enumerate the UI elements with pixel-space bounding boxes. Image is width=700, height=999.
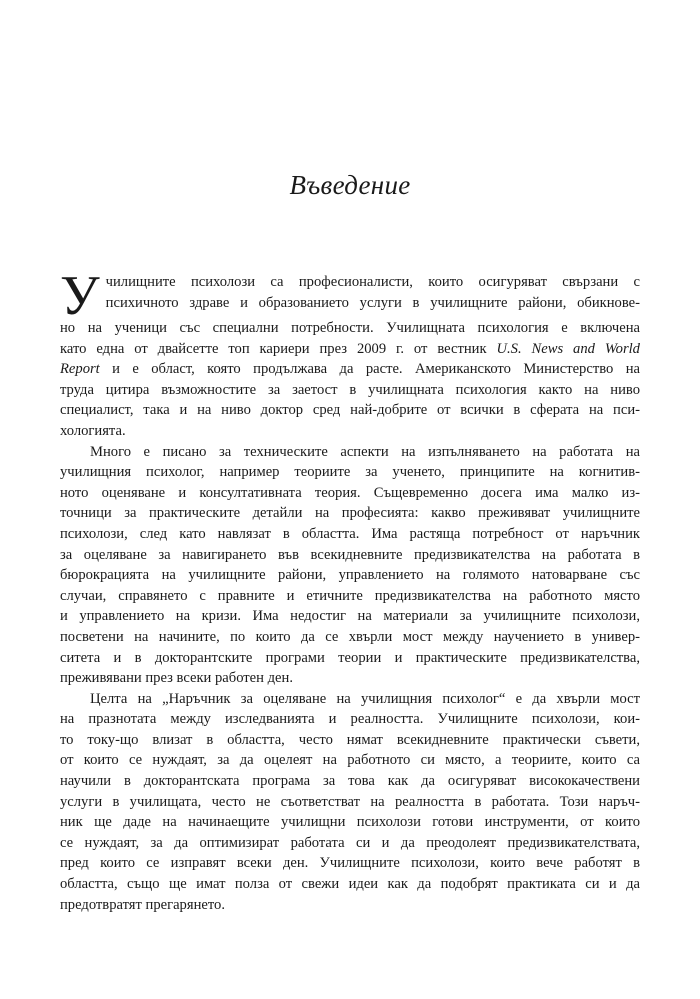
text-line: предотвратят прегарянето. [60,896,225,913]
body-text [60,265,640,915]
text-line: психолози, след като навлязат в областта. Има растяща потребност от наръчник [60,525,640,542]
text-line: областта, също ще имат полза от свежи идеи как да подобрят практиката си и да [60,876,640,893]
text-line: пред които се изправят всеки ден. Училищните психолози, които вече работят в [60,855,640,872]
publication-title: U.S. News and World [496,340,640,357]
text-line: но на ученици със специални потребности. Училищната психология е включена [60,320,640,336]
text-line: случаи, справянето с правните и етичните предизвикателства на работното място [60,587,640,604]
text-segment: като една от двайсетте топ кариери през 2009 г. от вестник [60,340,497,357]
text-line: от които се нуждаят, за да оцелеят на работното си място, а теориите, които са [60,752,640,769]
text-line: специалист, така и на ниво доктор сред най-добрите от всички в сферата на пси- [60,402,640,419]
paragraph-3 [60,689,640,916]
text-line: психичното здраве и образованието услуги в училищните райони, обикнове- [105,294,640,311]
text-line: училищния психолог, например теориите за ученето, принципите на когнитив- [60,464,640,481]
drop-cap: У [60,265,100,327]
paragraph-2 [60,442,640,689]
text-line: ситета и в докторантските програми теории и практическите предизвикателства, [60,649,640,666]
text-line: на празнотата между изследванията и реалността. Училищните психолози, кои- [60,711,640,728]
paragraph-1 [60,265,640,442]
text-line: то току-що влизат в областта, често нямат всекидневните практически съвети, [60,731,640,748]
publication-title-cont: Report [60,361,100,378]
chapter-title: Въведение [289,170,411,200]
text-line: точници за практическите детайли на професията: какво преживяват училищните [60,505,640,522]
text-line: ник ще даде на начинаещите училищни психолози готови инструменти, от които [60,814,640,831]
text-line: и управлението на кризи. Има недостиг на материали за училищните психолози, [60,608,640,625]
text-segment: и е област, която продължава да расте. Американското Министерство на [99,361,640,378]
text-line: за оцеляване за навигирането във всекидневните предизвикателства на работата в [60,546,640,563]
text-line: преживявани през всеки работен ден. [60,670,293,687]
text-line [60,339,640,360]
text-line: Целта на „Наръчник за оцеляване на училищния психолог“ е да хвърли мост [90,690,640,707]
text-line: бюрокрацията на училищните райони, управлението на голямото натоварване със [60,567,640,584]
text-line: научили в докторантската програма за това как да осигуряват висококачествени [60,773,640,790]
text-line: труда цитира възможностите за заетост в училищната психология както на ниво [60,381,640,398]
text-line [60,359,640,380]
text-line: ното оценяване и консултативната теория. Същевременно досега има малко из- [60,484,640,501]
text-line: се нуждаят, за да оптимизират работата си и да преодолеят предизвикателствата, [60,834,640,851]
text-line: Много е писано за техническите аспекти на изпълняването на работата на [90,443,640,460]
text-line: хологията. [60,422,126,439]
text-line: услуги в училищата, често не съответстват на реалността в работата. Този наръч- [60,793,640,810]
text-line: посветени на начините, по които да се хвърли мост между научението в универ- [60,628,640,645]
text-line: чилищните психолози са професионалисти, които осигуряват свързани с [105,274,640,290]
